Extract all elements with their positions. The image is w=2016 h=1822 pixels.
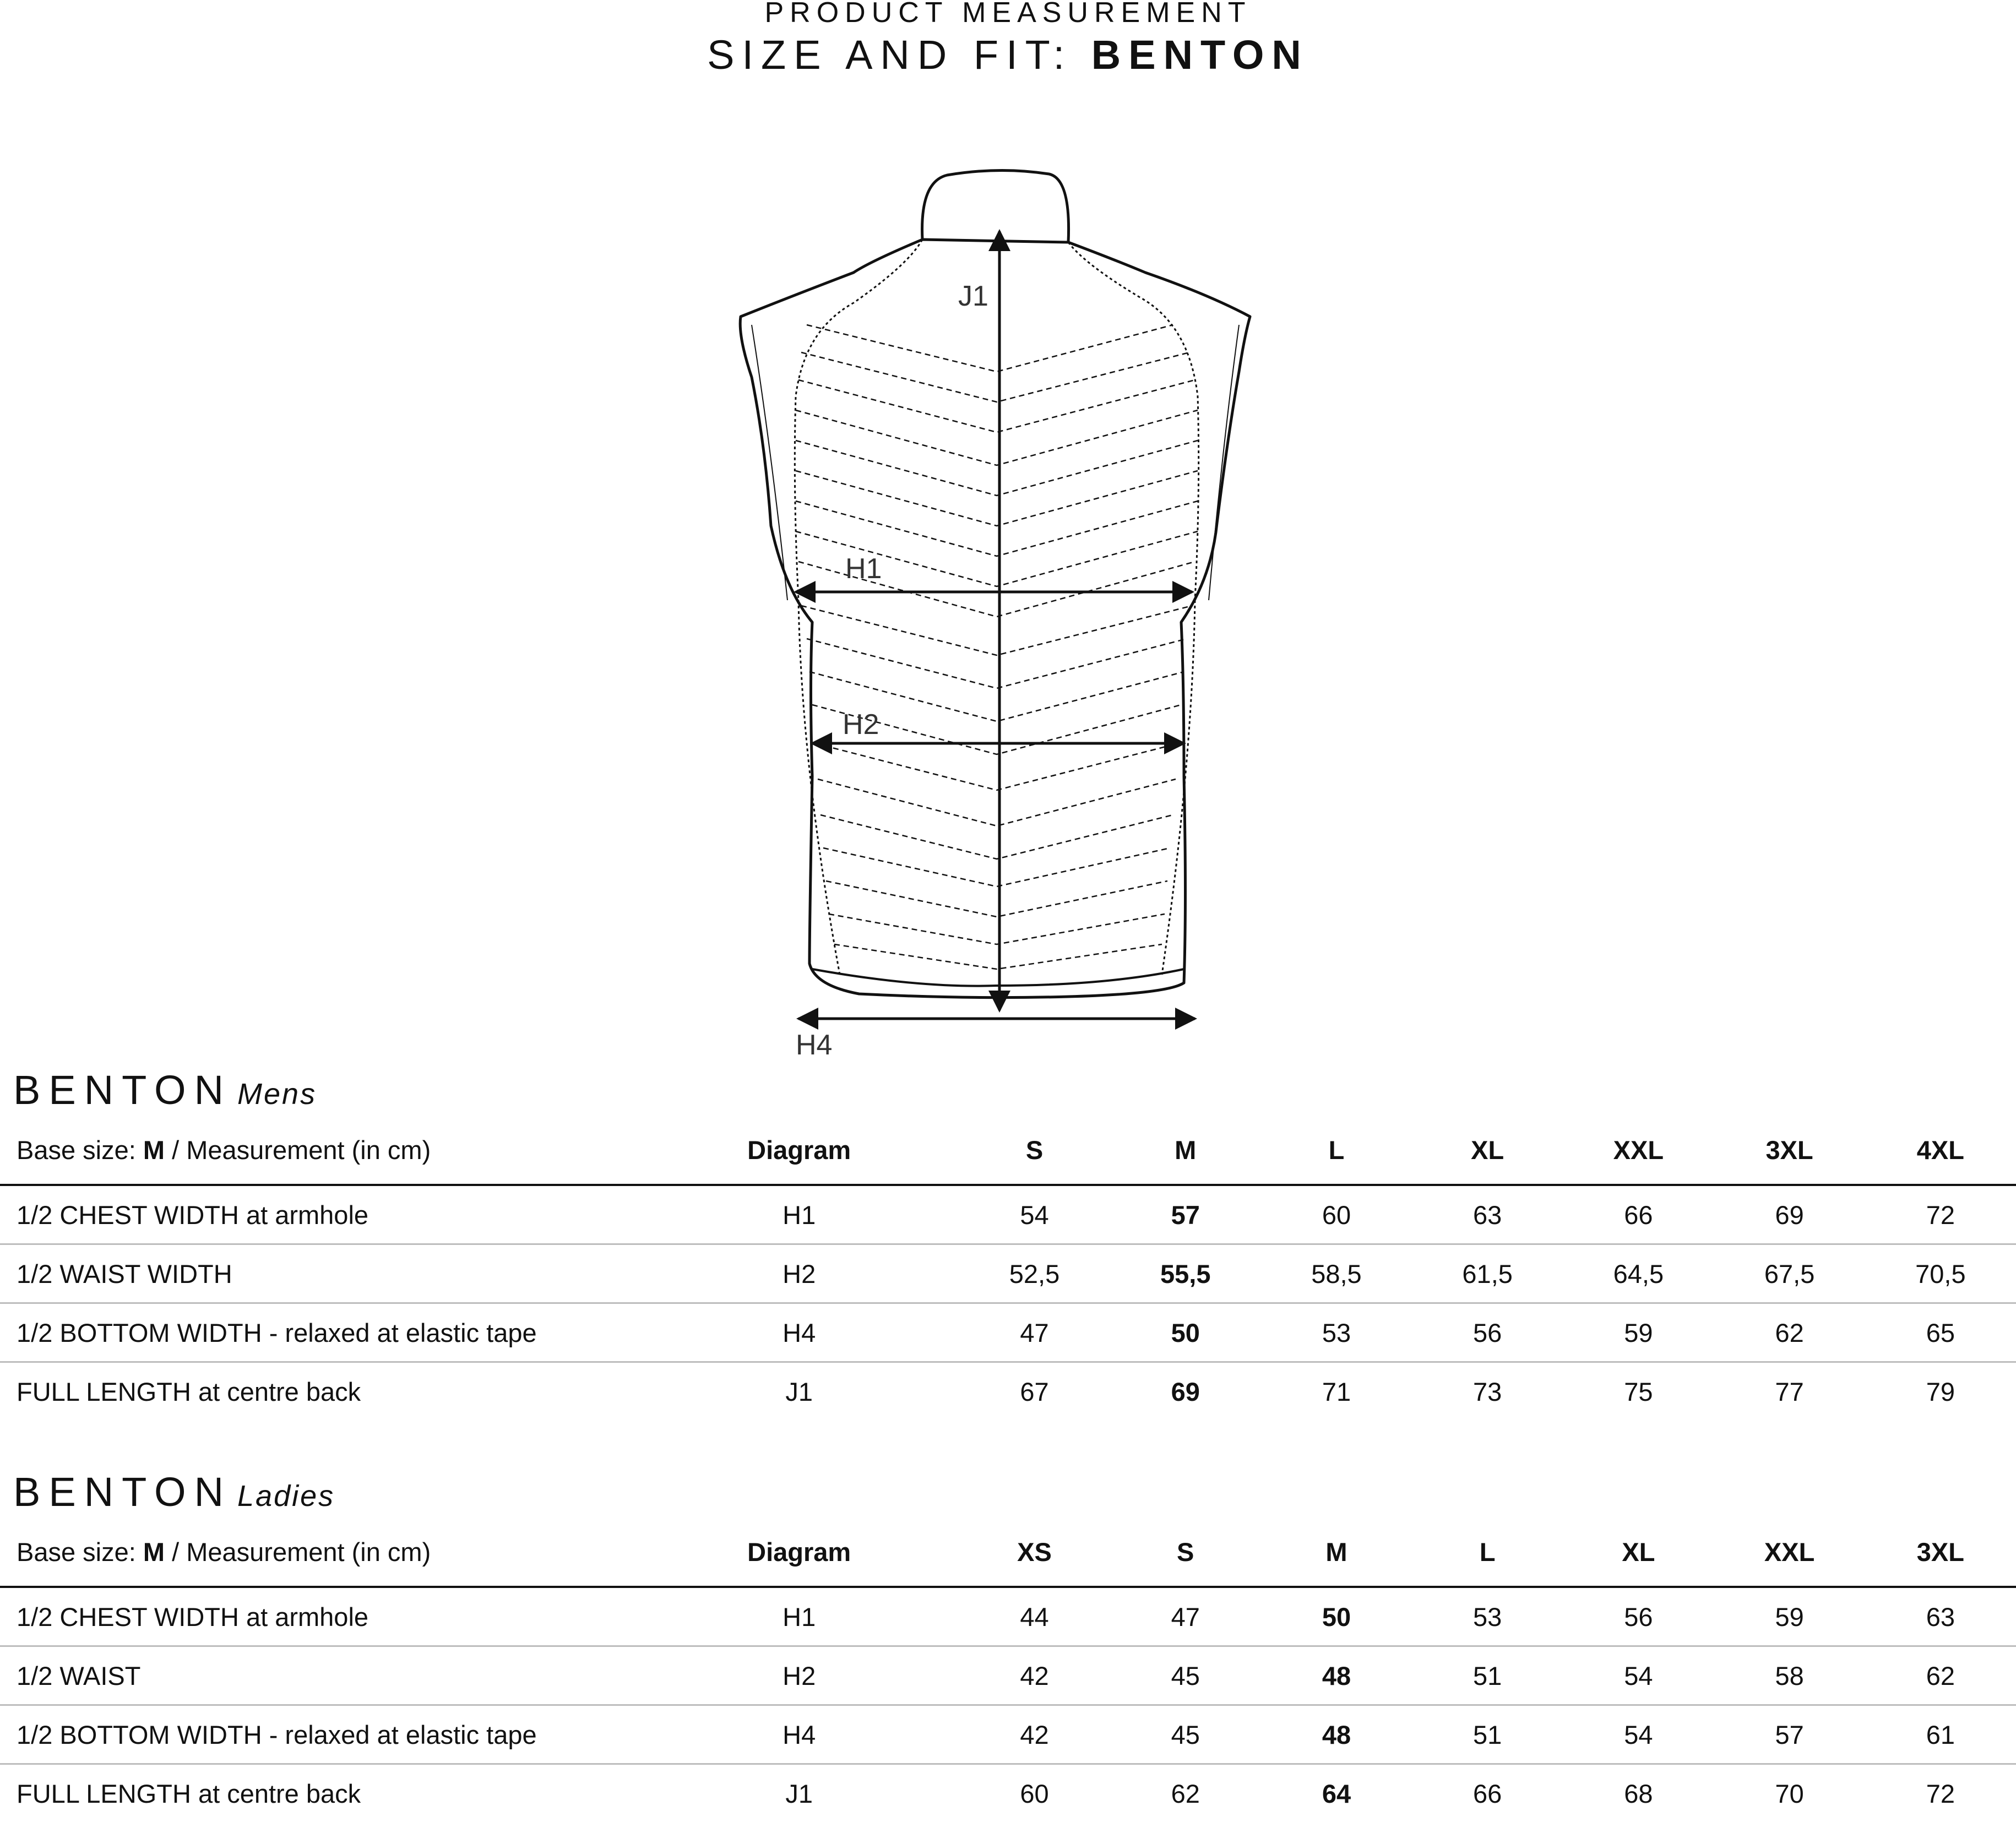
base-size-value: 55,5	[1110, 1244, 1261, 1303]
product-measurement-label: PRODUCT MEASUREMENT	[0, 0, 2016, 25]
title-product-name: BENTON	[1091, 32, 1309, 78]
table-header-row	[0, 1116, 2016, 1185]
size-header: 3XL	[1714, 1116, 1865, 1185]
diagram-header: Diagram	[639, 1116, 959, 1185]
size-value: 51	[1412, 1646, 1563, 1705]
size-value: 60	[959, 1764, 1110, 1822]
ladies-size-table	[0, 1518, 2016, 1822]
size-header: XXL	[1563, 1116, 1714, 1185]
ladies-section-title	[13, 1470, 335, 1518]
size-value: 62	[1110, 1764, 1261, 1822]
diagram-code: H2	[639, 1646, 959, 1705]
size-value: 71	[1261, 1362, 1412, 1421]
vest-measurement-diagram	[688, 160, 1349, 1074]
table-row	[0, 1705, 2016, 1764]
ladies-title: BENTON	[13, 1469, 232, 1515]
base-size-value: 57	[1110, 1185, 1261, 1244]
measurement-label: FULL LENGTH at centre back	[0, 1764, 639, 1822]
size-value: 61	[1865, 1705, 2016, 1764]
diagram-code: J1	[639, 1362, 959, 1421]
mens-title: BENTON	[13, 1067, 232, 1113]
size-value: 45	[1110, 1646, 1261, 1705]
size-value: 61,5	[1412, 1244, 1563, 1303]
size-header: 3XL	[1865, 1518, 2016, 1587]
size-value: 44	[959, 1587, 1110, 1646]
size-value: 63	[1865, 1587, 2016, 1646]
size-value: 65	[1865, 1303, 2016, 1362]
title-prefix: SIZE AND FIT:	[707, 32, 1072, 78]
size-value: 47	[959, 1303, 1110, 1362]
measurement-label: 1/2 CHEST WIDTH at armhole	[0, 1587, 639, 1646]
size-value: 67	[959, 1362, 1110, 1421]
size-header: 4XL	[1865, 1116, 2016, 1185]
size-value: 53	[1261, 1303, 1412, 1362]
size-header: M	[1110, 1116, 1261, 1185]
size-value: 54	[1563, 1705, 1714, 1764]
size-value: 72	[1865, 1764, 2016, 1822]
size-value: 66	[1563, 1185, 1714, 1244]
size-value: 66	[1412, 1764, 1563, 1822]
diagram-code: H1	[639, 1185, 959, 1244]
vest-outline	[740, 170, 1250, 997]
size-header: S	[959, 1116, 1110, 1185]
size-value: 64,5	[1563, 1244, 1714, 1303]
mens-size-table	[0, 1116, 2016, 1420]
table-row	[0, 1587, 2016, 1646]
size-value: 42	[959, 1705, 1110, 1764]
size-value: 42	[959, 1646, 1110, 1705]
base-size-value: 50	[1261, 1587, 1412, 1646]
size-header: XL	[1563, 1518, 1714, 1587]
table-row	[0, 1646, 2016, 1705]
diagram-code: H2	[639, 1244, 959, 1303]
size-value: 58	[1714, 1646, 1865, 1705]
size-value: 62	[1714, 1303, 1865, 1362]
size-value: 56	[1563, 1587, 1714, 1646]
measurement-label: 1/2 BOTTOM WIDTH - relaxed at elastic tape	[0, 1303, 639, 1362]
size-value: 56	[1412, 1303, 1563, 1362]
size-header: XXL	[1714, 1518, 1865, 1587]
measure-lines	[796, 231, 1195, 1019]
measurement-label: 1/2 CHEST WIDTH at armhole	[0, 1185, 639, 1244]
diagram-header: Diagram	[639, 1518, 959, 1587]
size-value: 47	[1110, 1587, 1261, 1646]
size-value: 73	[1412, 1362, 1563, 1421]
size-header: L	[1261, 1116, 1412, 1185]
table-row	[0, 1362, 2016, 1421]
size-header: L	[1412, 1518, 1563, 1587]
size-value: 63	[1412, 1185, 1563, 1244]
h1-label: H1	[845, 553, 882, 585]
diagram-code: H1	[639, 1587, 959, 1646]
base-size-value: 50	[1110, 1303, 1261, 1362]
table-row	[0, 1303, 2016, 1362]
base-size-value: 48	[1261, 1705, 1412, 1764]
size-value: 57	[1714, 1705, 1865, 1764]
size-header: XS	[959, 1518, 1110, 1587]
size-value: 77	[1714, 1362, 1865, 1421]
h4-label: H4	[796, 1029, 832, 1061]
base-size-header: Base size: M / Measurement (in cm)	[0, 1518, 639, 1587]
size-value: 75	[1563, 1362, 1714, 1421]
j1-label: J1	[958, 280, 988, 312]
size-value: 59	[1563, 1303, 1714, 1362]
size-header: XL	[1412, 1116, 1563, 1185]
size-value: 68	[1563, 1764, 1714, 1822]
diagram-code: H4	[639, 1303, 959, 1362]
size-value: 69	[1714, 1185, 1865, 1244]
size-value: 53	[1412, 1587, 1563, 1646]
size-value: 67,5	[1714, 1244, 1865, 1303]
size-value: 51	[1412, 1705, 1563, 1764]
measurement-label: 1/2 WAIST WIDTH	[0, 1244, 639, 1303]
page-title	[0, 33, 2016, 77]
measurement-label: FULL LENGTH at centre back	[0, 1362, 639, 1421]
mens-subtitle: Mens	[237, 1078, 317, 1111]
size-header: S	[1110, 1518, 1261, 1587]
size-value: 54	[1563, 1646, 1714, 1705]
size-value: 79	[1865, 1362, 2016, 1421]
ladies-subtitle: Ladies	[237, 1480, 335, 1513]
size-value: 70,5	[1865, 1244, 2016, 1303]
size-value: 59	[1714, 1587, 1865, 1646]
base-size-value: 69	[1110, 1362, 1261, 1421]
table-header-row	[0, 1518, 2016, 1587]
table-row	[0, 1764, 2016, 1822]
measurement-label: 1/2 BOTTOM WIDTH - relaxed at elastic tape	[0, 1705, 639, 1764]
h2-label: H2	[843, 709, 879, 741]
base-size-value: 64	[1261, 1764, 1412, 1822]
size-value: 45	[1110, 1705, 1261, 1764]
mens-section-title	[13, 1068, 317, 1116]
diagram-code: J1	[639, 1764, 959, 1822]
quilt-lines	[796, 325, 1198, 969]
size-value: 62	[1865, 1646, 2016, 1705]
size-value: 52,5	[959, 1244, 1110, 1303]
size-header: M	[1261, 1518, 1412, 1587]
base-size-header: Base size: M / Measurement (in cm)	[0, 1116, 639, 1185]
measurement-label: 1/2 WAIST	[0, 1646, 639, 1705]
size-value: 60	[1261, 1185, 1412, 1244]
size-value: 70	[1714, 1764, 1865, 1822]
base-size-value: 48	[1261, 1646, 1412, 1705]
size-value: 58,5	[1261, 1244, 1412, 1303]
table-row	[0, 1244, 2016, 1303]
size-value: 72	[1865, 1185, 2016, 1244]
size-value: 54	[959, 1185, 1110, 1244]
diagram-code: H4	[639, 1705, 959, 1764]
table-row	[0, 1185, 2016, 1244]
